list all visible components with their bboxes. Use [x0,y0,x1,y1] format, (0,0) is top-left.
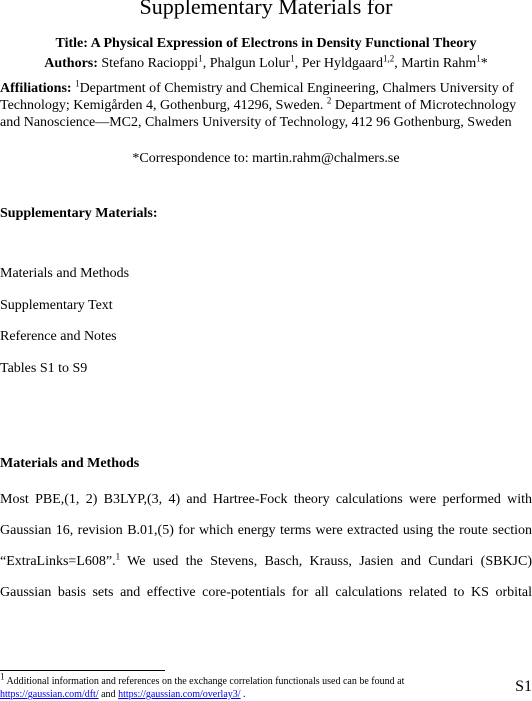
affiliation-1: Department of Chemistry and Chemical Engineering, Chalmers University of Technology; Kemigården 4, Gothenburg, 41296, Sweden. [0,81,514,113]
footnote-link-overlay[interactable]: https://gaussian.com/overlay3/ [118,689,241,700]
author-affil-sup: 1 [476,53,481,64]
author-affil-sup: 1 [290,53,295,64]
author-sep: , [202,56,210,71]
footnote-ref: 1 [115,551,121,562]
author-name: Per Hyldgaard [301,56,383,71]
author-name: Phalgun Lolur [209,56,291,71]
toc-item: Supplementary Text [0,298,113,313]
affiliation-2: Department of Microtechnology and Nanoscience—MC2, Chalmers University of Technology, 412 96 Gothenburg, Sweden [0,98,517,130]
methods-paragraph-line: Most PBE,(1, 2) B3LYP,(3, 4) and Hartree-Fock theory calculations were performed with [0,492,532,507]
affil-sup: 1 [75,78,80,89]
author-sep: , [394,56,402,71]
page-number: S1 [515,678,532,695]
footnote-divider [0,670,165,671]
affiliations [0,80,532,131]
author-affil-sup: 1,2 [382,53,395,64]
route-section: “ExtraLinks=L608”. [0,554,116,569]
supplementary-heading: Supplementary Materials: [0,206,158,221]
footnote-line-1 [0,671,405,688]
methods-text: We used the Stevens, Basch, Krauss, Jasien and Cundari (SBKJC) [120,554,532,569]
footnote-text: Additional information and references on the exchange correlation functionals used can be found at [4,676,405,687]
affil-sup: 2 [326,95,332,106]
toc-item: Tables S1 to S9 [0,361,88,376]
correspondence: *Correspondence to: martin.rahm@chalmers.se [132,151,400,166]
methods-paragraph-line: Gaussian basis sets and effective core-potentials for all calculations related to KS orbital [0,585,532,600]
methods-paragraph-line: Gaussian 16, revision B.01,(5) for which energy terms were extracted using the route section [0,523,532,538]
authors-line [0,53,532,72]
affiliations-label: Affiliations: [0,81,72,96]
toc-item: Reference and Notes [0,329,117,344]
footnote-sup: 1 [0,671,5,682]
footnote-link-dft[interactable]: https://gaussian.com/dft/ [0,689,99,700]
author-name: Stefano Racioppi [101,56,199,71]
methods-paragraph-line [0,551,532,570]
main-title: Supplementary Materials for [139,0,393,19]
methods-heading: Materials and Methods [0,456,140,471]
footnote-end: . [240,689,246,700]
toc-item: Materials and Methods [0,266,130,281]
author-name: Martin Rahm [401,56,477,71]
paper-title: Title: A Physical Expression of Electrons in Density Functional Theory [55,36,477,51]
footnote-line-2 [0,689,246,701]
author-sep: , [294,56,302,71]
authors-label: Authors: [44,56,98,71]
author-sep: * [480,56,488,71]
author-affil-sup: 1 [198,53,203,64]
footnote-and: and [98,689,119,700]
